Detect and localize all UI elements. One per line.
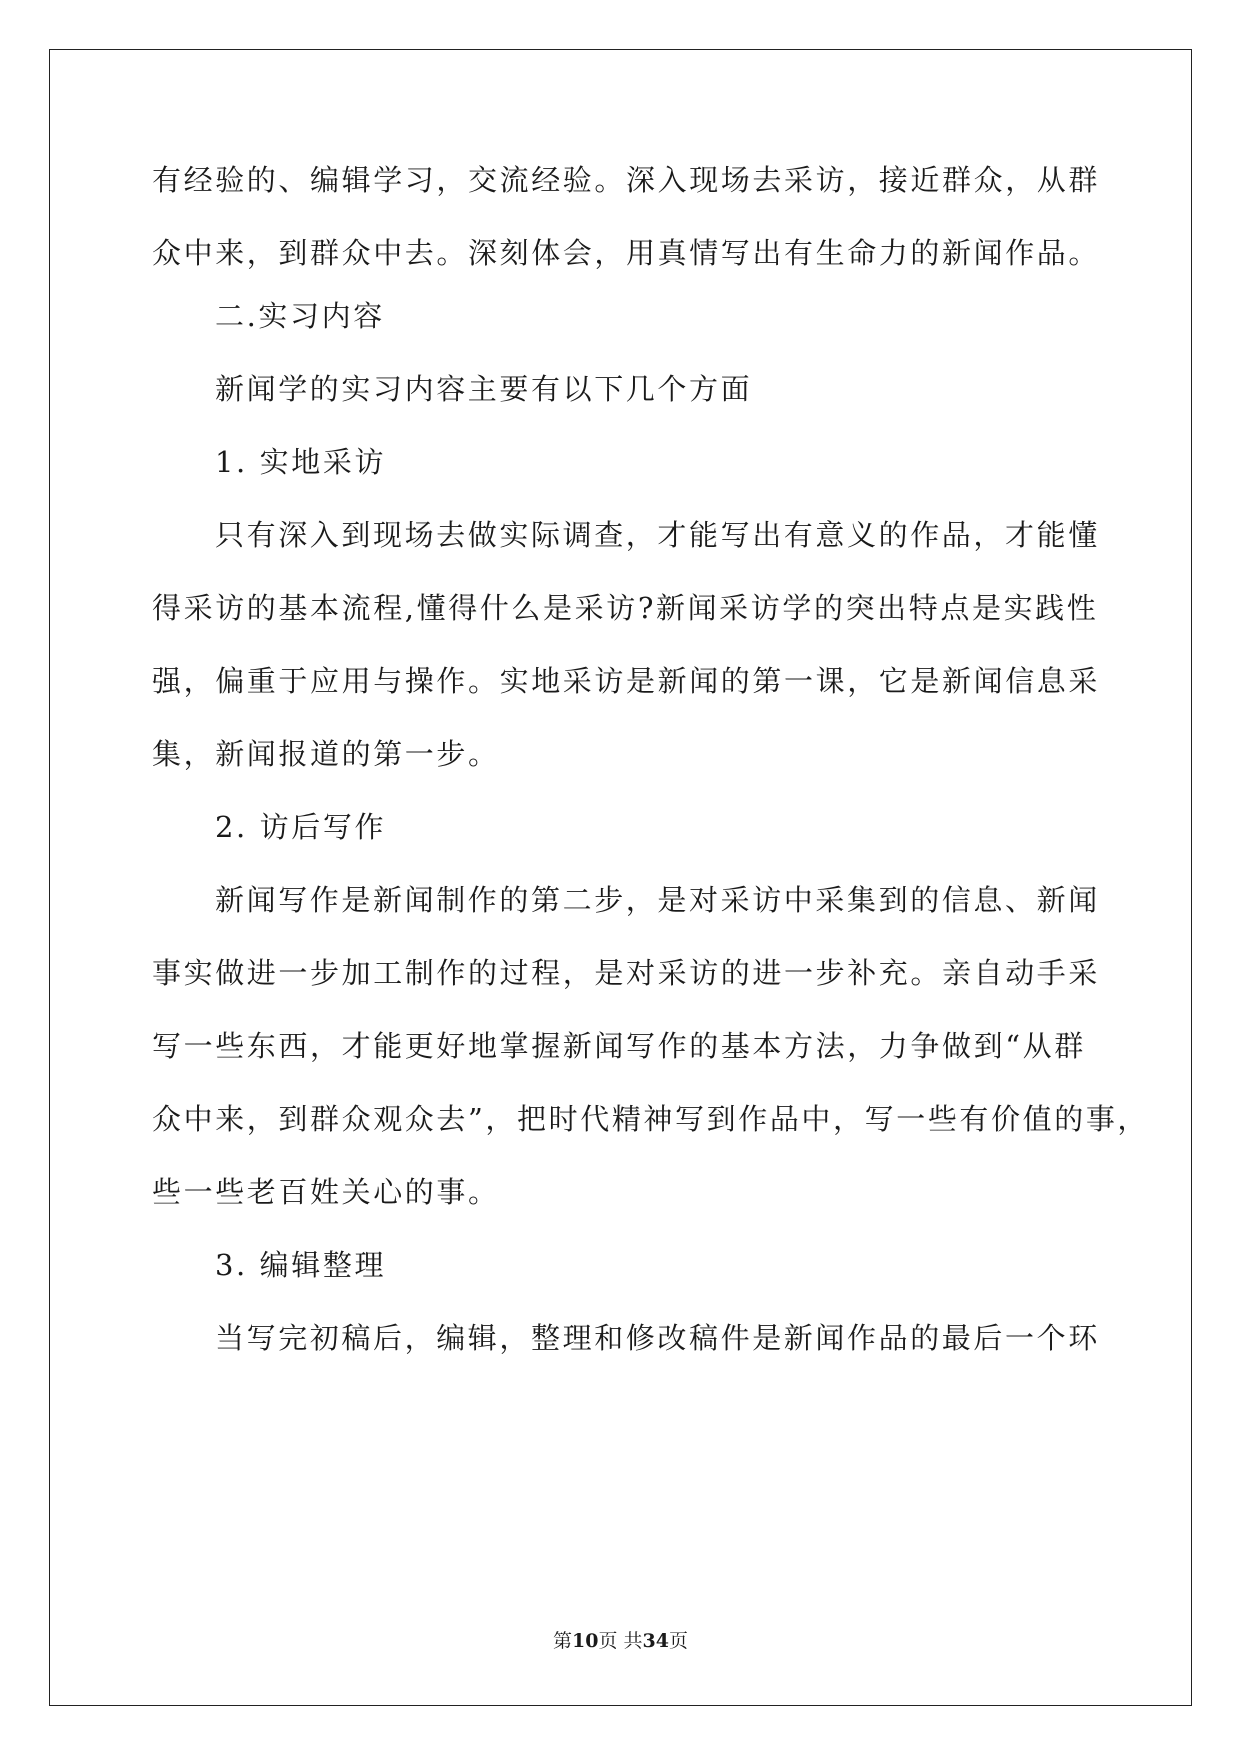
body-line-7: 得采访的基本流程,懂得什么是采访?新闻采访学的突出特点是实践性 xyxy=(152,591,1099,625)
body-line-11: 新闻写作是新闻制作的第二步，是对采访中采集到的信息、新闻 xyxy=(215,883,1100,917)
body-line-9: 集，新闻报道的第一步。 xyxy=(152,737,500,771)
footer-prefix: 第 xyxy=(553,1630,573,1652)
footer-suffix: 页 xyxy=(668,1630,688,1652)
subheading-3: 3. 编辑整理 xyxy=(215,1248,387,1282)
section-heading-2: 二.实习内容 xyxy=(215,299,385,333)
total-page-count: 34 xyxy=(642,1630,669,1652)
current-page-number: 10 xyxy=(572,1630,599,1652)
body-line-4: 新闻学的实习内容主要有以下几个方面 xyxy=(215,372,753,406)
body-line-15: 些一些老百姓关心的事。 xyxy=(152,1175,500,1209)
body-line-1: 有经验的、编辑学习，交流经验。深入现场去采访，接近群众，从群 xyxy=(152,163,1101,197)
body-line-17: 当写完初稿后，编辑，整理和修改稿件是新闻作品的最后一个环 xyxy=(215,1321,1100,1355)
footer-middle: 页 共 xyxy=(598,1630,643,1652)
body-line-12: 事实做进一步加工制作的过程，是对采访的进一步补充。亲自动手采 xyxy=(152,956,1101,990)
subheading-1: 1. 实地采访 xyxy=(215,445,387,479)
body-line-8: 强，偏重于应用与操作。实地采访是新闻的第一课，它是新闻信息采 xyxy=(152,664,1101,698)
body-line-6: 只有深入到现场去做实际调查，才能写出有意义的作品，才能懂 xyxy=(215,518,1100,552)
body-line-14: 众中来，到群众观众去”，把时代精神写到作品中，写一些有价值的事， xyxy=(152,1102,1150,1136)
body-line-2: 众中来，到群众中去。深刻体会，用真情写出有生命力的新闻作品。 xyxy=(152,236,1101,270)
body-line-13: 写一些东西，才能更好地掌握新闻写作的基本方法，力争做到“从群 xyxy=(152,1029,1086,1063)
subheading-2: 2. 访后写作 xyxy=(215,810,387,844)
page-footer xyxy=(0,1629,1241,1653)
